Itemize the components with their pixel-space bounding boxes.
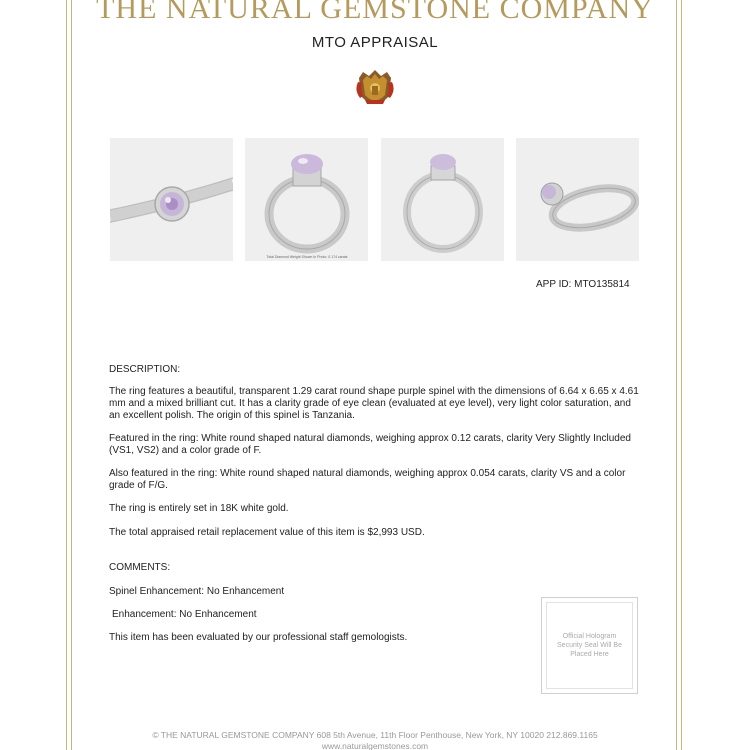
description-paragraph-metal: The ring is entirely set in 18K white gold. — [109, 503, 289, 514]
ring-photo-back-view — [381, 138, 504, 261]
photo-caption: Total Diamond Weight Shown In Photo: 0.174 carats — [266, 255, 348, 259]
description-paragraph-main-stone: The ring features a beautiful, transparent 1.29 carat round shape purple spinel with the dimensions of 6.64 x 6.65 x 4.61 mm and a mixed brilliant cut. It has a clarity grade of eye clean (evaluated at eye level), very light color saturation, and an excellent polish. The origin of this spinel is Tanzania. — [109, 386, 639, 421]
footer-website[interactable]: www.naturalgemstones.com — [321, 741, 429, 750]
crest-logo-icon — [355, 68, 395, 110]
ring-photo-side-view — [516, 138, 639, 261]
description-paragraph-value: The total appraised retail replacement value of this item is $2,993 USD. — [109, 527, 425, 538]
document-title: MTO APPRAISAL — [311, 34, 439, 51]
appraisal-id: APP ID: MTO135814 — [536, 279, 630, 290]
ring-photo-icon — [381, 138, 504, 261]
hologram-seal-placeholder — [541, 597, 638, 694]
comment-spinel-enhancement: Spinel Enhancement: No Enhancement — [109, 586, 285, 597]
footer-address: © THE NATURAL GEMSTONE COMPANY 608 5th Avenue, 11th Floor Penthouse, New York, NY 10020 212.869.1165 — [152, 730, 598, 740]
ring-photo-top-view — [110, 138, 233, 261]
ring-photo-icon — [516, 138, 639, 261]
description-paragraph-accent-diamonds: Also featured in the ring: White round shaped natural diamonds, weighing approx 0.054 carats, clarity VS and a color grade of F/G. — [109, 468, 626, 491]
comment-evaluation: This item has been evaluated by our professional staff gemologists. — [109, 632, 408, 643]
comments-heading: COMMENTS: — [109, 562, 171, 573]
description-paragraph-diamonds: Featured in the ring: White round shaped natural diamonds, weighing approx 0.12 carats, clarity Very Slightly Included (VS1, VS2) and a color grade of F. — [109, 433, 631, 456]
ring-photo-icon — [110, 138, 233, 261]
comment-enhancement: Enhancement: No Enhancement — [112, 609, 257, 620]
company-name: THE NATURAL GEMSTONE COMPANY — [96, 0, 654, 25]
ring-photo-front-view — [245, 138, 368, 261]
description-heading: DESCRIPTION: — [109, 364, 181, 375]
ring-photo-icon — [245, 138, 368, 261]
hologram-seal-text: Official Hologram Security Seal Will Be Placed Here — [546, 602, 633, 689]
